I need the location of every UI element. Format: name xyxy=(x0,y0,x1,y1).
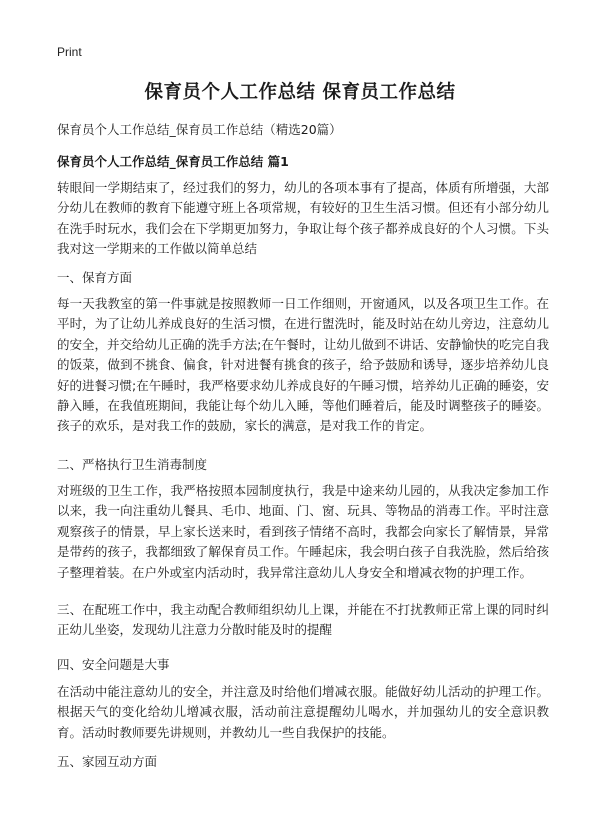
heading-childcare: 一、保育方面 xyxy=(57,270,133,285)
childcare-paragraph: 每一天我教室的第一件事就是按照教师一日工作细则，开窗通风，以及各项卫生工作。在平时，为了让幼儿养成良好的生活习惯，在进行盥洗时，能及时站在幼儿旁边，注意幼儿的安全，并交给幼儿正确的洗手方法;在午餐时，让幼儿做到不讲话、安静愉快的吃完自我的饭菜，做到不挑食、偏食，针对进餐有挑食的孩子，给予鼓励和诱导，逐步培养幼儿良好的进餐习惯;在午睡时，我严格要求幼儿养成良好的午睡习惯，培养幼儿正确的睡姿，安静入睡，在我值班期间，我能让每个幼儿入睡，等他们睡着后，能及时调整孩子的睡姿。孩子的欢乐，是对我工作的鼓励，家长的满意，是对我工作的肯定。 xyxy=(57,296,549,434)
heading-home-school: 五、家园互动方面 xyxy=(57,754,158,769)
heading-hygiene: 二、严格执行卫生消毒制度 xyxy=(57,457,208,472)
coteaching-paragraph: 三、在配班工作中，我主动配合教师组织幼儿上课，并能在不打扰教师正常上课的同时纠正幼儿坐姿，发现幼儿注意力分散时能及时的提醒 xyxy=(57,602,549,638)
intro-paragraph: 转眼间一学期结束了，经过我们的努力，幼儿的各项本事有了提高，体质有所增强，大部分幼儿在教师的教育下能遵守班上各项常规，有较好的卫生生活习惯。但还有小部分幼儿在洗手时玩水，我们会在下学期更加努力，争取让每个孩子都养成良好的个人习惯。下头我对这一学期来的工作做以简单总结 xyxy=(57,180,549,257)
hygiene-paragraph: 对班级的卫生工作，我严格按照本园制度执行，我是中途来幼儿园的，从我决定参加工作以来，我一向注重幼儿餐具、毛巾、地面、门、窗、玩具、等物品的消毒工作。平时注意观察孩子的情景，早上家长送来时，看到孩子情绪不高时，我都会向家长了解情景，异常是带药的孩子，我都细致了解保育员工作。午睡起床，我会明白孩子自我洗脸，然后给孩子整理着装。在户外或室内活动时，我异常注意幼儿人身安全和增减衣物的护理工作。 xyxy=(57,483,549,580)
heading-safety: 四、安全问题是大事 xyxy=(57,657,170,672)
page-title: 保育员个人工作总结 保育员工作总结 xyxy=(144,82,456,103)
article-heading: 保育员个人工作总结_保育员工作总结 篇1 xyxy=(57,154,289,169)
safety-paragraph: 在活动中能注意幼儿的安全，并注意及时给他们增减衣服。能做好幼儿活动的护理工作。根据天气的变化给幼儿增减衣服，活动前注意提醒幼儿喝水，并加强幼儿的安全意识教育。活动时教师要先讲规则，并教幼儿一些自我保护的技能。 xyxy=(57,684,549,740)
document-subtitle: 保育员个人工作总结_保育员工作总结（精选20篇） xyxy=(57,122,342,137)
print-link[interactable]: Print xyxy=(57,45,82,59)
